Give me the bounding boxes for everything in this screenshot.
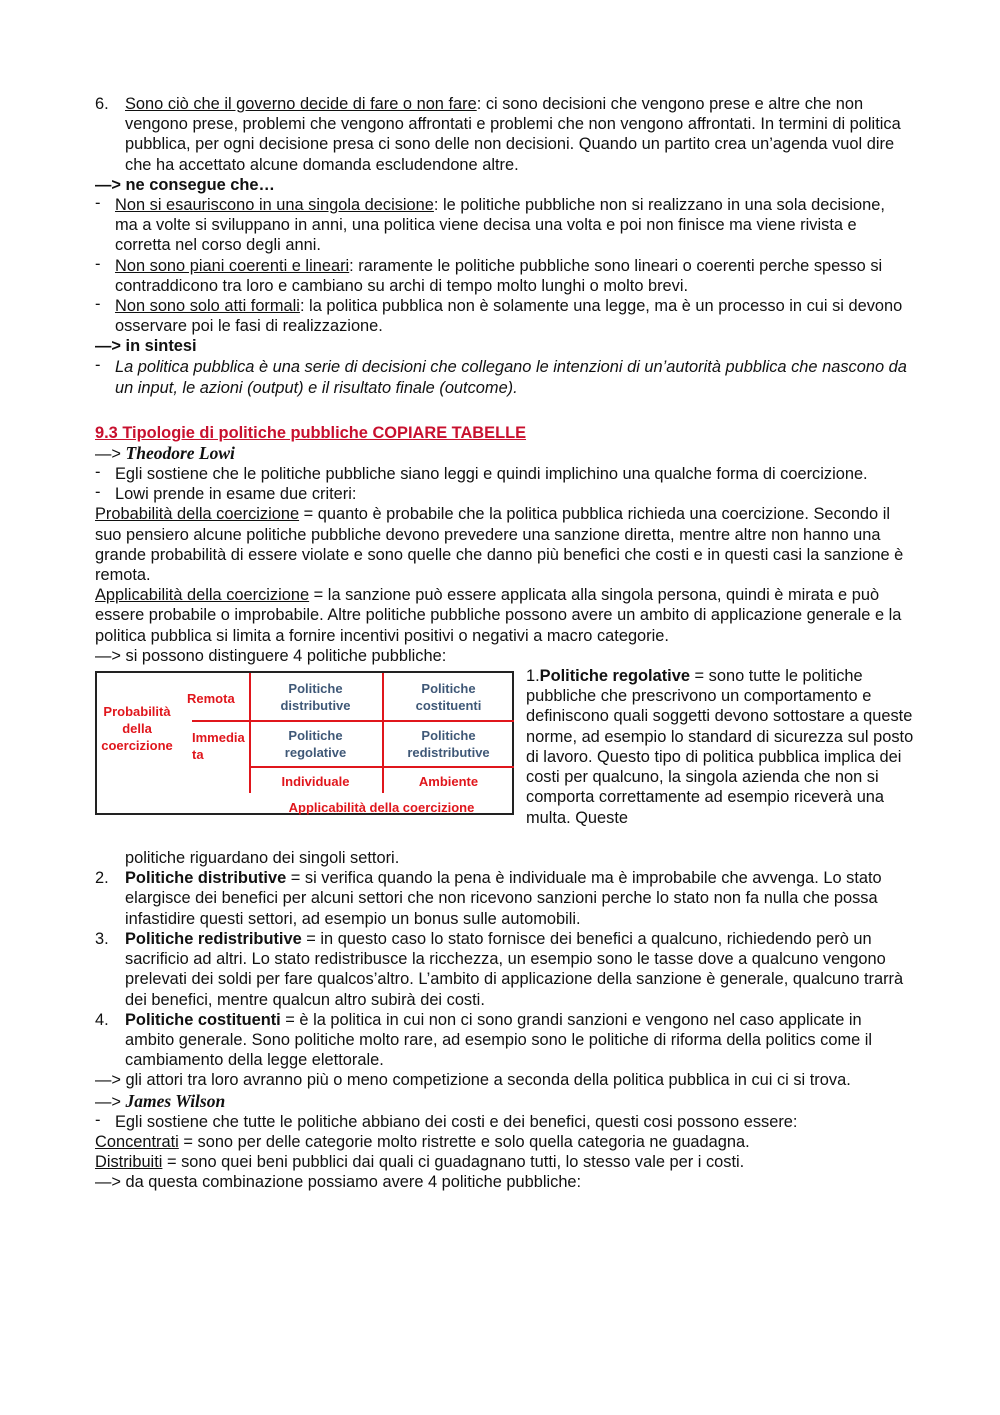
type-name: Politiche regolative	[539, 667, 690, 686]
paragraph-text: : ci sono decisioni che vengono prese e altre che non vengono prese, problemi che vengono affrontati e problemi che non vengono affrontati. In termini di politica pubblica, per ogni decisione presa ci sono delle non decisioni. Quando un partito crea un’agenda vuol dire che ha accettato alcune domanda escludendone altre.	[125, 95, 901, 174]
dash-bullet: -	[95, 194, 101, 213]
list-item-type-2	[95, 868, 910, 929]
paragraph-text: Lowi prende in esame due criteri:	[115, 485, 357, 504]
author-name: James Wilson	[125, 1090, 226, 1111]
underlined-term: Non sono piani coerenti e lineari	[115, 256, 350, 275]
paragraph-text: = sono tutte le politiche pubbliche che prescrivono un comportamento e definiscono quali soggetti devono sottostare a queste norme, ad esempio lo standard di sicurezza sul posto di lavoro. Questo tipo di politica pubblica implica dei costi per qualcuno, la singola azienda che non si comporta correttamente ad esempio riceverà una multa. Queste	[526, 667, 914, 827]
paragraph-text: = in questo caso lo stato fornisce dei benefici a qualcuno, richiedendo però un sacrificio ad altri. Lo stato redistribusce la ricchezza, un esempio sono le tasse dove a qualcuno vengono prelevati dei soldi per fare qualcos’altro. L’ambito di applicazione della sanzione è generale, qualcuno trarrà dei benefici, mentre qualcun altro subirà dei costi.	[125, 929, 904, 1009]
dash-item	[95, 195, 910, 256]
cell-costituenti: Politiche costituenti	[415, 681, 482, 714]
paragraph-text: = sono quei beni pubblici dai quali ci guadagnano tutti, lo stesso vale per i costi.	[162, 1153, 745, 1172]
paragraph-text: Egli sostiene che tutte le politiche abbiano dei costi e dei benefici, questi cosi possono essere:	[115, 1112, 798, 1131]
immediata-label: Immedia ta	[192, 730, 245, 763]
wilson-heading	[95, 1091, 910, 1112]
figure-block	[95, 666, 914, 856]
underlined-term: Probabilità della coercizione	[95, 505, 300, 524]
cell-distributive: Politiche distributive	[280, 681, 351, 714]
list-item-6	[95, 94, 910, 175]
dash-bullet: -	[95, 1110, 101, 1129]
remota-label: Remota	[187, 691, 235, 707]
paragraph-text: Egli sostiene che le politiche pubbliche siano leggi e quindi implichino una qualche forma di coercizione.	[115, 465, 868, 484]
dash-bullet: -	[95, 355, 101, 374]
dash-item	[95, 256, 910, 296]
sintesi-heading: —> in sintesi	[95, 337, 197, 356]
arrow: —>	[95, 444, 126, 463]
list-number: 4.	[95, 1010, 109, 1029]
document-page	[95, 94, 914, 1193]
arrow: —>	[95, 1092, 126, 1111]
type-1-continuation: politiche riguardano dei singoli settori.	[125, 849, 400, 868]
paragraph-text: = sono per delle categorie molto ristrette e solo quella categoria ne guadagna.	[178, 1132, 750, 1151]
ambiente-label: Ambiente	[418, 774, 479, 790]
dash-bullet: -	[95, 483, 101, 502]
underlined-term: Applicabilità della coercizione	[95, 586, 310, 605]
appl-paragraph	[95, 585, 910, 646]
consegue-heading: —> ne consegue che…	[95, 175, 275, 194]
dash-bullet: -	[95, 254, 101, 273]
sintesi-item	[95, 357, 910, 400]
type-name: Politiche distributive	[125, 869, 287, 888]
distinguish-line: —> si possono distinguere 4 politiche pubbliche:	[95, 646, 447, 665]
list-item-type-4	[95, 1010, 910, 1071]
lowi-table-image	[95, 671, 514, 815]
paragraph-text: = si verifica quando la pena è individuale ma è improbabile che avvenga. Lo stato elargisce dei benefici per alcuni settori che non ricevono sanzioni perche lo stato non fa nulla che possa infastidire questi settori, ad esempio un bonus sulle automobili.	[125, 869, 882, 928]
underlined-term: Non si esauriscono in una singola decisione	[115, 196, 434, 215]
dash-bullet: -	[95, 295, 101, 314]
list-number: 2.	[95, 869, 109, 888]
list-number: 1.	[526, 667, 540, 686]
final-line: —> da questa combinazione possiamo avere 4 politiche pubbliche:	[95, 1173, 582, 1192]
dash-item	[95, 464, 910, 484]
list-item-type-3	[95, 929, 910, 1010]
list-number: 3.	[95, 929, 109, 948]
prob-paragraph	[95, 504, 910, 585]
type-name: Politiche costituenti	[125, 1010, 281, 1029]
section-title: 9.3 Tipologie di politiche pubbliche COPIARE TABELLE	[95, 423, 527, 442]
dash-item	[95, 1112, 910, 1132]
type-name: Politiche redistributive	[125, 929, 302, 948]
underlined-term: Concentrati	[95, 1132, 179, 1151]
author-name: Theodore Lowi	[125, 442, 235, 463]
underlined-term: Sono ciò che il governo decide di fare o non fare	[125, 95, 477, 113]
type-1-paragraph	[526, 666, 916, 828]
paragraph-text: : le politiche pubbliche non si realizzano in una sola decisione, ma a volte si sviluppano in anni, una politica viene decisa una volta e poi non finisce ma viene rivista e corretta nel corso degli anni.	[115, 196, 885, 255]
list-number: 6.	[95, 95, 109, 113]
actors-line: —> gli attori tra loro avranno più o meno competizione a seconda della politica pubblica in cui ci si trova.	[95, 1071, 851, 1090]
paragraph-text: = è la politica in cui non ci sono grandi sanzioni e vengono nel caso applicate in ambito generale. Sono politiche molto rare, ad esempio sono le politiche di riforma della politics come il cambiamento della legge elettorale.	[125, 1010, 873, 1070]
cell-regolative: Politiche regolative	[284, 728, 347, 761]
cell-redistributive: Politiche redistributive	[407, 728, 490, 761]
paragraph-text: : la politica pubblica non è solamente una legge, ma è un processo in cui si devono osservare poi le fasi di realizzazione.	[115, 297, 903, 336]
distribuiti-line	[95, 1152, 910, 1172]
paragraph-text: = la sanzione può essere applicata alla singola persona, quindi è mirata e può essere probabile o improbabile. Altre politiche pubbliche possono avere un ambito di applicazione generale e la politica pubblica si limita a fornire incentivi positivi o negativi a macro categorie.	[95, 586, 902, 645]
paragraph-text: = quanto è probabile che la politica pubblica richieda una coercizione. Secondo il suo pensiero alcune politiche pubbliche devono prevedere una sanzione diretta, mentre altre non hanno una grande probabilità di essere violate e sono quelle che danno più benefici che costi e in questi casi la sanzione è remota.	[95, 505, 904, 585]
col-axis-label: Applicabilità della coercizione	[288, 800, 475, 816]
sintesi-text: La politica pubblica è una serie di decisioni che collegano le intenzioni di un’autorità pubblica che nascono da un input, le azioni (output) e il risultato finale (outcome).	[115, 357, 907, 398]
dash-item	[95, 484, 910, 504]
underlined-term: Distribuiti	[95, 1153, 163, 1172]
underlined-term: Non sono solo atti formali	[115, 297, 300, 316]
paragraph-text: : raramente le politiche pubbliche sono lineari o coerenti perche spesso si contraddicono tra loro e cambiano su archi di tempo molto lunghi o molto brevi.	[115, 256, 883, 295]
row-axis-label: Probabilità della coercizione	[101, 704, 173, 754]
dash-item	[95, 296, 910, 336]
lowi-heading	[95, 443, 910, 464]
concentrati-line	[95, 1132, 910, 1152]
individuale-label: Individuale	[281, 774, 350, 790]
dash-bullet: -	[95, 463, 101, 482]
